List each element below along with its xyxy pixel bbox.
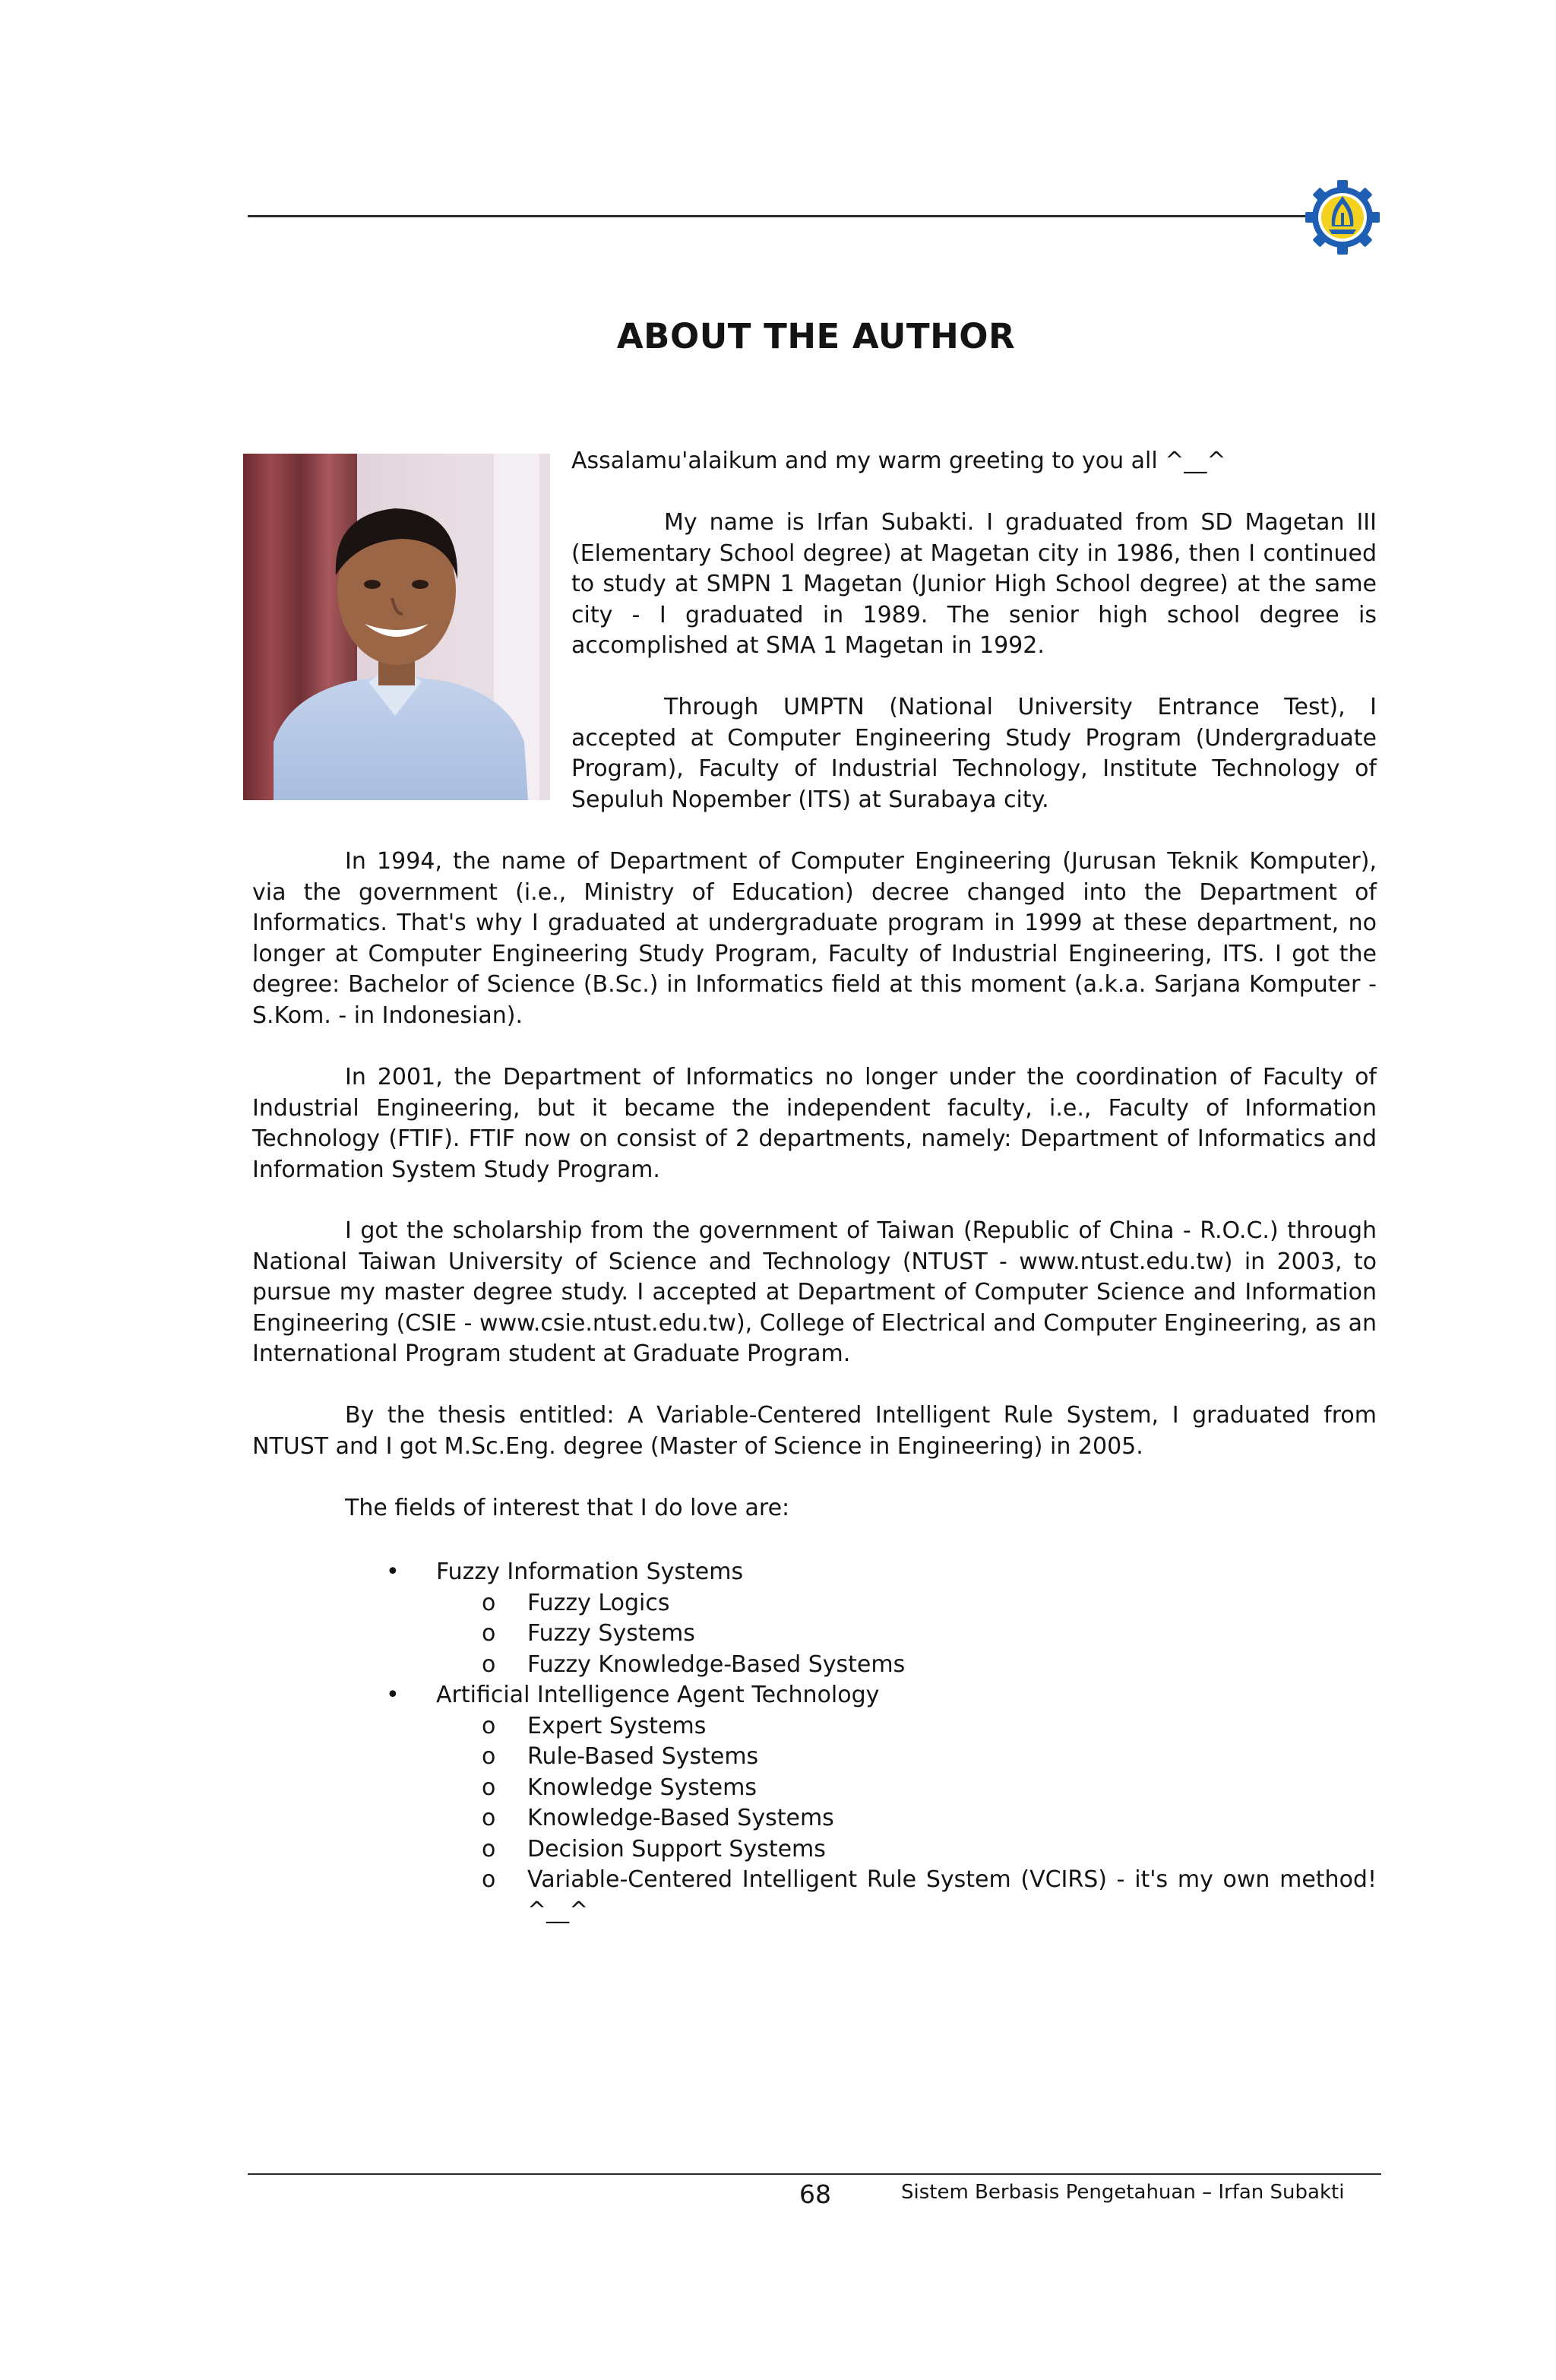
sublist-item [252,1742,1377,1773]
institution-logo-icon [1301,179,1384,255]
sublist-item [252,1588,1377,1619]
sub-bullet-icon: o [482,1712,496,1739]
paragraph-text: In 2001, the Department of Informatics no longer under the coordination of Faculty of Industrial Engineering, but it became the independent faculty, i.e., Faculty of Information Technology (FTIF). FTIF now on consist of 2 departments, namely: Department of Informatics and Information System Study Program. [252,1064,1377,1183]
paragraph-text: I got the scholarship from the government of Taiwan (Republic of China - R.O.C.) through National Taiwan University of Science and Technology (NTUST - www.ntust.edu.tw) in 2003, to pursue my master degree study. I accepted at Department of Computer Science and Information Engineering (CSIE - www.csie.ntust.edu.tw), College of Electrical and Computer Engineering, as an International Program student at Graduate Program. [252,1217,1377,1367]
greeting: Assalamu'alaikum and my warm greeting to you all ^__^ [571,448,1226,474]
paragraph-text: My name is Irfan Subakti. I graduated from SD Magetan III (Elementary School degree) at Magetan city in 1986, then I continued to study at SMPN 1 Magetan (Junior High School degree) at the same city - I graduated in 1989. The senior high school degree is accomplished at SMA 1 Magetan in 1992. [571,509,1377,659]
footer-book-title: Sistem Berbasis Pengetahuan – Irfan Subakti [901,2181,1345,2204]
sublist-item-label: Knowledge-Based Systems [527,1805,834,1831]
sublist-item-label: Fuzzy Logics [527,1589,670,1616]
sublist-item [252,1803,1377,1834]
sub-bullet-icon: o [482,1650,496,1678]
sub-bullet-icon: o [482,1589,496,1616]
sublist-item [252,1650,1377,1681]
sublist-item-label: Knowledge Systems [527,1774,757,1801]
list-item-label: Fuzzy Information Systems [436,1559,744,1585]
list-item [252,1680,1377,1711]
sub-bullet-icon: o [482,1620,496,1647]
sublist-item [252,1865,1377,1926]
bullet-icon: • [386,1559,400,1585]
sub-bullet-icon: o [482,1835,496,1863]
sublist-item-label: Variable-Centered Intelligent Rule System (VCIRS) - it's my own method! ^__^ [527,1866,1377,1924]
paragraph-department-history [252,847,1377,1031]
author-photo [243,454,550,800]
paragraph-text: In 1994, the name of Department of Computer Engineering (Jurusan Teknik Komputer), via the government (i.e., Ministry of Education) decree changed into the Department of Informatics. That's why I graduated at undergraduate program in 1999 at these department, no longer at Computer Engineering Study Program, Faculty of Industrial Engineering, ITS. I got the degree: Bachelor of Science (B.Sc.) in Informatics field at this moment (a.k.a. Sarjana Komputer - S.Kom. - in Indonesian). [252,848,1377,1029]
sub-bullet-icon: o [482,1743,496,1770]
paragraph-text: The fields of interest that I do love are: [345,1495,790,1521]
page-number: 68 [799,2179,831,2209]
paragraph-scholarship [252,1216,1377,1370]
sub-bullet-icon: o [482,1774,496,1801]
sublist-item-label: Decision Support Systems [527,1835,826,1863]
paragraph-thesis [252,1400,1377,1462]
list-item [252,1557,1377,1588]
paragraph-university-entrance [571,692,1377,815]
paragraph-text: Through UMPTN (National University Entrance Test), I accepted at Computer Engineering Study Program (Undergraduate Program), Faculty of Industrial Technology, Institute Technology of Sepuluh Nopember (ITS) at Surabaya city. [571,694,1377,813]
sublist-item [252,1834,1377,1866]
paragraph-faculty-change [252,1062,1377,1185]
footer-rule [248,2173,1381,2175]
sub-bullet-icon: o [482,1805,496,1831]
page-title: ABOUT THE AUTHOR [616,316,1016,356]
sublist-item-label: Fuzzy Systems [527,1620,695,1647]
list-item-label: Artificial Intelligence Agent Technology [436,1682,880,1708]
bullet-icon: • [386,1682,400,1708]
paragraph-early-education [571,508,1377,662]
paragraph-interests-intro [252,1493,1377,1524]
paragraph-text: By the thesis entitled: A Variable-Centered Intelligent Rule System, I graduated from NTUST and I got M.Sc.Eng. degree (Master of Science in Engineering) in 2005. [252,1402,1377,1460]
interests-list [252,1557,1377,1926]
sublist-item-label: Fuzzy Knowledge-Based Systems [527,1650,906,1678]
header-rule [248,215,1311,217]
sublist-item [252,1619,1377,1650]
sublist-item-label: Expert Systems [527,1712,707,1739]
sublist-item [252,1773,1377,1804]
sub-bullet-icon: o [482,1866,496,1893]
sublist-item-label: Rule-Based Systems [527,1743,759,1770]
sublist-item [252,1711,1377,1742]
